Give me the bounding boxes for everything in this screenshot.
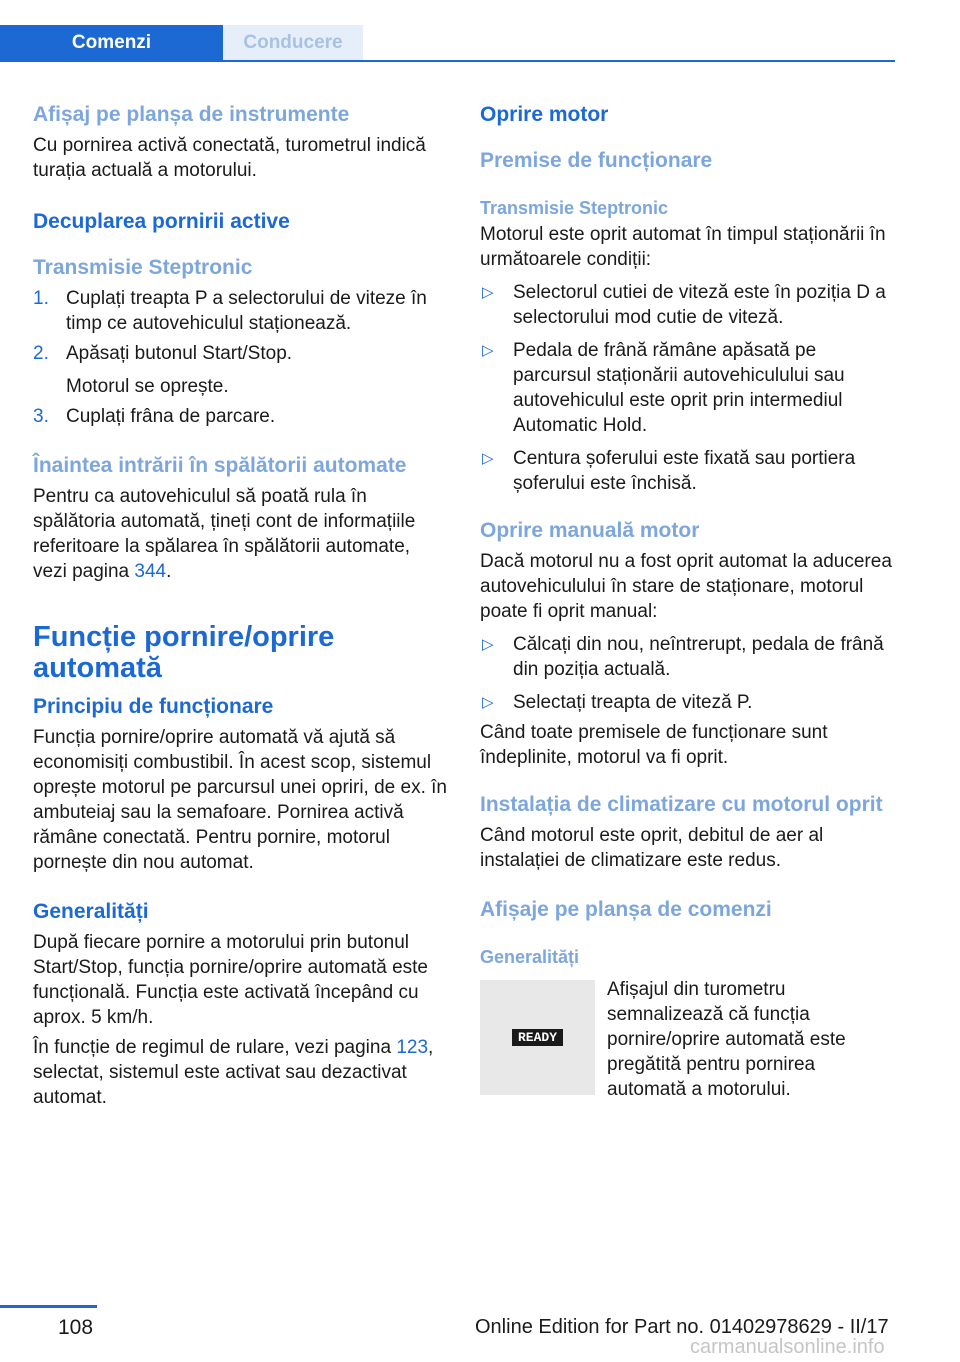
triangle-bullet-icon: ▷ <box>482 450 494 467</box>
left-column <box>33 102 448 1110</box>
triangle-bullet-icon: ▷ <box>482 694 494 711</box>
ready-indicator-block <box>480 977 898 1100</box>
ready-badge: READY <box>512 1029 563 1046</box>
triangle-bullet-icon: ▷ <box>482 342 494 359</box>
list-item <box>480 632 898 682</box>
step-number: 1. <box>33 288 49 309</box>
section-title-general: Generalități <box>33 900 149 923</box>
section-title-principle: Principiu de funcționare <box>33 695 274 718</box>
step-text: Cuplați treapta P a selectorului de viteze în timp ce autovehiculul staționează. <box>66 288 427 334</box>
section-title-prerequisites: Premise de funcționare <box>480 149 713 172</box>
section-title-instrument-display: Afișaj pe planșa de instrumente <box>33 103 350 126</box>
manual-steps-list <box>480 632 898 715</box>
section-title-active-start-off: Decuplarea pornirii active <box>33 210 290 233</box>
paragraph-general-1: După fiecare pornire a motorului prin butonul Start/Stop, funcția pornire/oprire automată este funcțională. Funcția este activată începând cu aprox. 5 km/h. <box>33 932 428 1028</box>
steps-list <box>33 286 448 429</box>
step-number: 3. <box>33 406 49 427</box>
list-item <box>480 280 898 330</box>
paragraph-general-2 <box>33 1035 448 1110</box>
list-item-text: Pedala de frână rămâne apăsată pe parcursul staționării autovehiculului sau autovehiculul este oprit prin intermediul Automatic Hold. <box>513 340 845 436</box>
section-title-car-wash: Înaintea intrării în spălătorii automate <box>33 454 407 477</box>
step-number: 2. <box>33 343 49 364</box>
page-number: 108 <box>58 1316 94 1339</box>
list-item-text: Centura șoferului este fixată sau portiera șoferului este închisă. <box>513 448 856 494</box>
ready-indicator-image <box>480 980 595 1095</box>
text-run: Pentru ca autovehiculul să poată rula în spălătoria automată, țineți cont de informațiile referitoare la spălarea în spălătorii automate, vezi pagina <box>33 486 416 582</box>
chapter-tabs <box>0 25 895 62</box>
section-title-engine-stop: Oprire motor <box>480 103 609 126</box>
site-watermark: carmanualsonline.info <box>690 1336 885 1358</box>
conditions-list <box>480 280 898 496</box>
tab-conducere[interactable]: Conducere <box>223 25 363 60</box>
list-item <box>480 338 898 438</box>
subsection-title-general: Generalități <box>480 947 580 967</box>
section-title-displays: Afișaje pe planșa de comenzi <box>480 898 772 921</box>
section-title-manual-stop: Oprire manuală motor <box>480 519 700 542</box>
list-item-text: Selectați treapta de viteză P. <box>513 692 753 713</box>
step-item <box>33 286 448 336</box>
right-column <box>480 102 898 1100</box>
edition-note: Online Edition for Part no. 01402978629 - II/17 <box>475 1316 889 1338</box>
text-run: , selectat, sistemul este activat sau dezactivat automat. <box>33 1037 434 1108</box>
step-item <box>33 341 448 399</box>
tab-underline <box>0 60 895 62</box>
step-item <box>33 404 448 429</box>
list-item <box>480 446 898 496</box>
page-link-344[interactable]: 344 <box>134 561 167 582</box>
paragraph-prerequisites: Motorul este oprit automat în timpul staționării în următoarele condiții: <box>480 224 886 270</box>
text-run: În funcție de regimul de rulare, vezi pagina <box>33 1037 397 1058</box>
subsection-title-steptronic: Transmisie Steptronic <box>33 256 253 279</box>
paragraph-instrument-display: Cu pornirea activă conectată, turometrul indică turația actuală a motorului. <box>33 135 426 181</box>
chapter-title-auto-start-stop: Funcție pornire/oprire automată <box>33 621 335 684</box>
paragraph-principle: Funcția pornire/oprire automată vă ajută să economisiți combustibil. În acest scop, sistemul oprește motorul pe parcursul unei opriri, de ex. în ambuteiaj sau la semafoare. Pornirea activă rămâne conectată. Pentru pornire, motorul pornește din nou automat. <box>33 727 447 873</box>
paragraph-car-wash <box>33 484 448 584</box>
page-link-123[interactable]: 123 <box>396 1037 429 1058</box>
paragraph-climate: Când motorul este oprit, debitul de aer al instalației de climatizare este redus. <box>480 825 824 871</box>
tab-comenzi[interactable]: Comenzi <box>0 25 223 60</box>
section-title-climate: Instalația de climatizare cu motorul oprit <box>480 793 883 816</box>
paragraph-manual-stop: Dacă motorul nu a fost oprit automat la aducerea autovehiculului în stare de staționare, motorul poate fi oprit manual: <box>480 551 892 622</box>
list-item <box>480 690 898 715</box>
text-run: . <box>166 561 172 582</box>
step-result: Motorul se oprește. <box>66 376 229 397</box>
triangle-bullet-icon: ▷ <box>482 284 494 301</box>
paragraph-ready: Afișajul din turometru semnalizează că funcția pornire/oprire automată este pregătită pentru pornirea automată a motorului. <box>607 979 846 1100</box>
step-text: Apăsați butonul Start/Stop. <box>66 343 293 364</box>
list-item-text: Selectorul cutiei de viteză este în poziția D a selectorului mod cutie de viteză. <box>513 282 886 328</box>
triangle-bullet-icon: ▷ <box>482 636 494 653</box>
footer-rule <box>0 1305 97 1308</box>
subsection-title-steptronic: Transmisie Steptronic <box>480 198 669 218</box>
step-text: Cuplați frâna de parcare. <box>66 406 276 427</box>
paragraph-manual-result: Când toate premisele de funcționare sunt îndeplinite, motorul va fi oprit. <box>480 722 828 768</box>
list-item-text: Călcați din nou, neîntrerupt, pedala de frână din poziția actuală. <box>513 634 884 680</box>
